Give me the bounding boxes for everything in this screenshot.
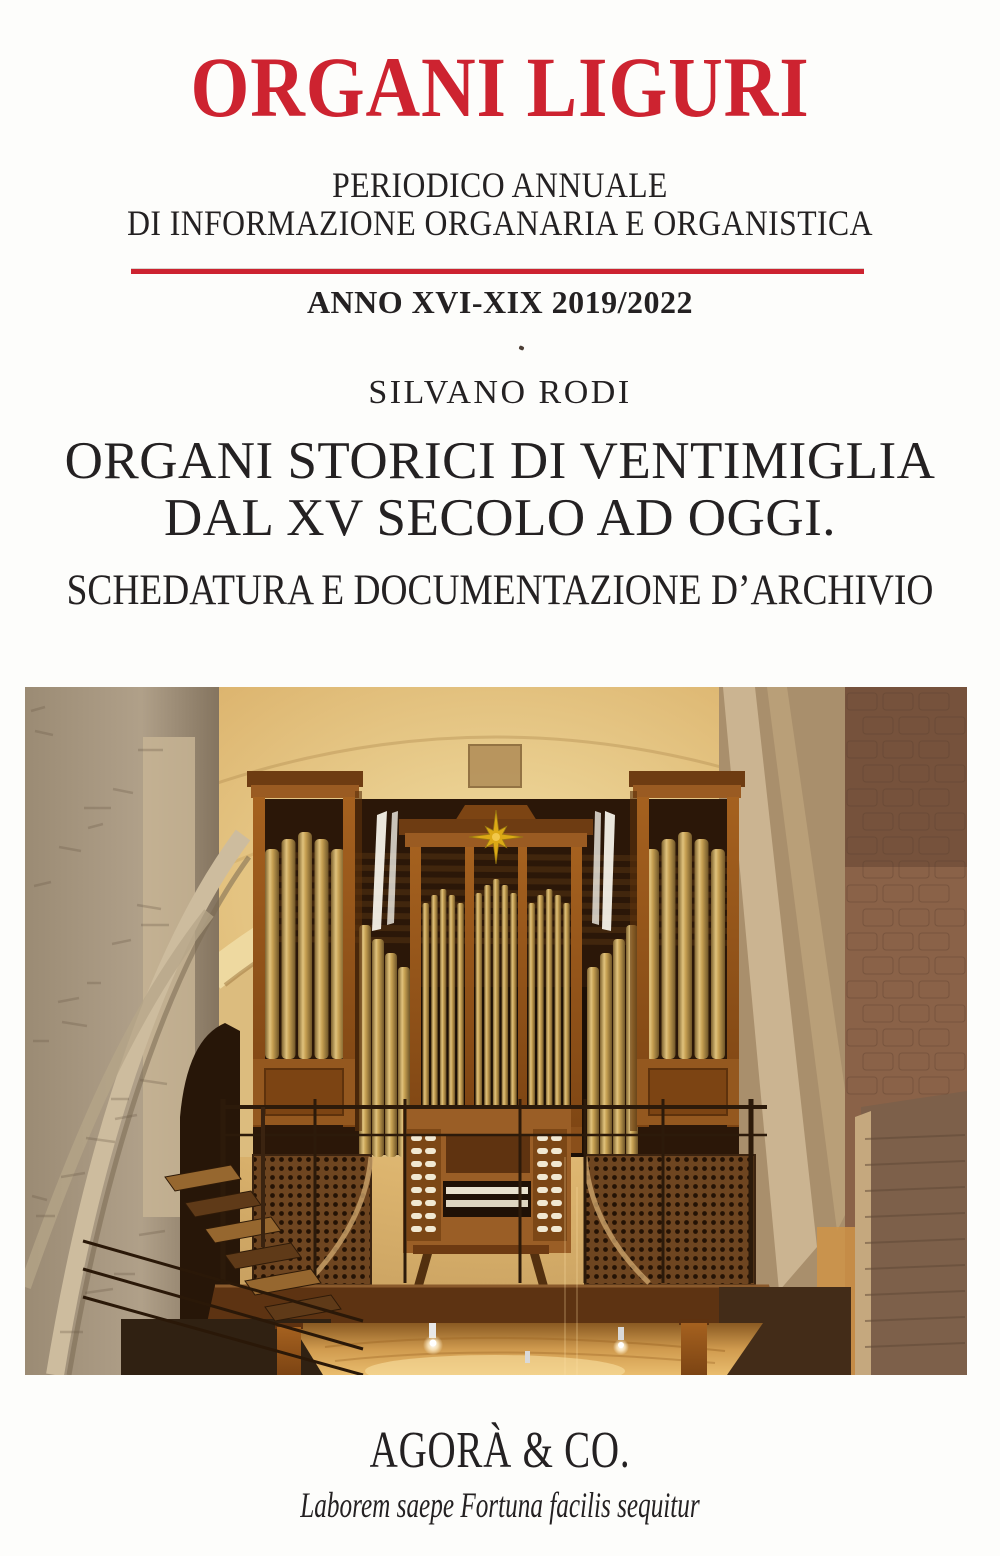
publisher-motto: Laborem saepe Fortuna facilis sequitur	[300, 1485, 700, 1525]
cover-photo	[25, 687, 967, 1375]
masthead-subtitle-line1: PERIODICO ANNUALE	[332, 165, 668, 205]
issue-label: ANNO XVI-XIX 2019/2022	[306, 284, 694, 320]
print-speck	[518, 345, 524, 351]
masthead-subtitle-line2: DI INFORMAZIONE ORGANARIA E ORGANISTICA	[127, 203, 873, 243]
left-stone-wall	[25, 687, 249, 1375]
right-stone-wall	[719, 687, 967, 1375]
book-title	[0, 433, 1000, 547]
masthead-title: ORGANI LIGURI	[190, 39, 810, 135]
author-name: SILVANO RODI	[368, 374, 632, 411]
publisher-name: AGORÀ & CO.	[369, 1422, 631, 1479]
book-title-line2: DAL XV SECOLO AD OGGI.	[163, 489, 837, 547]
organ-case	[247, 771, 745, 1157]
book-title-line1: ORGANI STORICI DI VENTIMIGLIA	[64, 432, 936, 490]
organ-church-illustration	[25, 687, 967, 1375]
red-divider	[131, 268, 864, 274]
masthead-subtitle	[60, 166, 940, 242]
book-subtitle: SCHEDATURA E DOCUMENTAZIONE D’ARCHIVIO	[66, 567, 934, 614]
